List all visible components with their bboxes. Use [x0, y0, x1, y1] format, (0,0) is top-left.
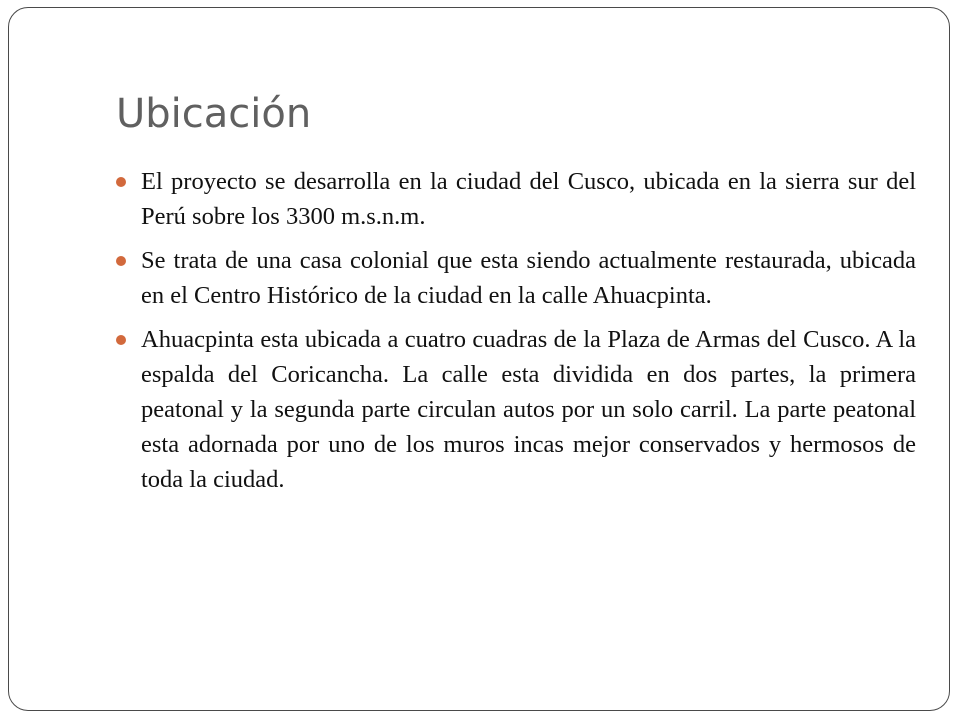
bullet-text: Se trata de una casa colonial que esta siendo actualmente restaurada, ubicada en el Centro Histórico de la ciudad en la calle Ahuacpinta.	[141, 247, 916, 309]
bullet-list	[116, 164, 916, 506]
bullet-dot-icon	[116, 256, 126, 266]
bullet-text: Ahuacpinta esta ubicada a cuatro cuadras de la Plaza de Armas del Cusco. A la espalda del Coricancha. La calle esta dividida en dos partes, la primera peatonal y la segunda parte circulan autos por un solo carril. La parte peatonal esta adornada por uno de los muros incas mejor conservados y hermosos de toda la ciudad.	[141, 326, 916, 493]
bullet-item	[116, 322, 916, 497]
bullet-item	[116, 164, 916, 234]
bullet-dot-icon	[116, 177, 126, 187]
slide-frame	[8, 7, 950, 711]
bullet-item	[116, 243, 916, 313]
bullet-text: El proyecto se desarrolla en la ciudad del Cusco, ubicada en la sierra sur del Perú sobre los 3300 m.s.n.m.	[141, 168, 916, 230]
bullet-dot-icon	[116, 335, 126, 345]
slide-title: Ubicación	[116, 91, 312, 137]
